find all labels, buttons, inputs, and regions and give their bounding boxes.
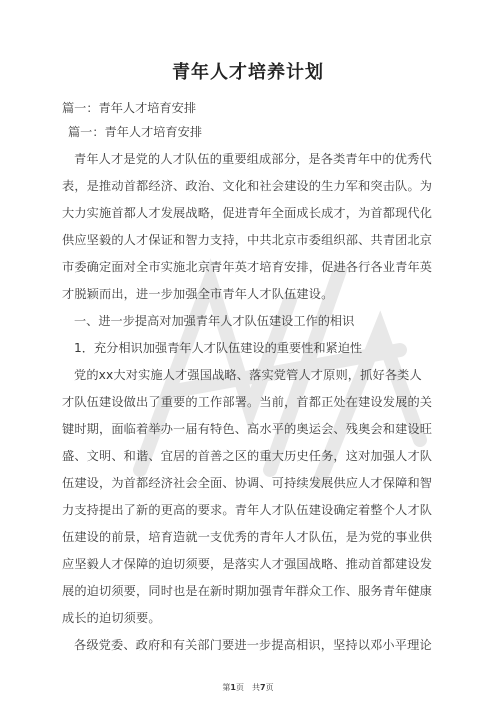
section-heading: 篇一：青年人才培育安排 — [62, 101, 197, 115]
page-prefix: 第 — [222, 683, 231, 692]
paragraph-line: 成长的迫切须要。 — [62, 611, 161, 625]
paragraph-line: 伍建设的前景，培育造就一支优秀的青年人才队伍，是为党的事业供 — [62, 530, 433, 544]
paragraph-line: 力支持提出了新的更高的要求。青年人才队伍建设确定着整个人才队 — [62, 503, 433, 517]
paragraph-line: 市委确定面对全市实施北京青年英才培育安排，促进各行各业青年英 — [62, 260, 433, 274]
paragraph-line: 键时期，面临着举办一届有特色、高水平的奥运会、残奥会和建设旺 — [62, 422, 433, 436]
paragraph-line: 伍建设，为首都经济社会全面、协调、可持续发展供应人才保障和智 — [62, 476, 433, 490]
page-footer — [0, 682, 496, 693]
paragraph-line: 表，是推动首都经济、政治、文化和社会建设的生力军和突击队。为 — [62, 179, 433, 193]
paragraph-line: 各级党委、政府和有关部门要进一步提高相识，坚持以邓小平理论 — [74, 638, 432, 652]
page-mid: 页 共 — [236, 683, 260, 692]
paragraph-line: 才脱颖而出，进一步加强全市青年人才队伍建设。 — [62, 287, 334, 301]
page-suffix: 页 — [265, 683, 274, 692]
section-subheading: 篇一：青年人才培育安排 — [68, 125, 203, 139]
page-number: 1 — [230, 683, 236, 692]
paragraph-line: 供应坚毅的人才保证和智力支持，中共北京市委组织部、共青团北京 — [62, 233, 433, 247]
subsection-heading-1-1: 1．充分相识加强青年人才队伍建设的重要性和紧迫性 — [74, 341, 363, 355]
paragraph-line: 才队伍建设做出了重要的工作部署。当前，首都正处在建设发展的关 — [62, 395, 433, 409]
paragraph-line: 青年人才是党的人才队伍的重要组成部分，是各类青年中的优秀代 — [74, 152, 432, 166]
paragraph-line: 盛、文明、和谐、宜居的首善之区的重大历史任务，这对加强人才队 — [62, 449, 433, 463]
section-heading-1: 一、进一步提高对加强青年人才队伍建设工作的相识 — [74, 314, 355, 328]
page-title: 青年人才培养计划 — [172, 62, 324, 83]
paragraph-line: 大力实施首都人才发展战略，促进青年全面成长成才，为首都现代化 — [62, 206, 433, 220]
paragraph-line: 应坚毅人才保障的迫切须要，是落实人才强国战略、推动首都建设发 — [62, 557, 433, 571]
paragraph-line: 党的xx大对实施人才强国战略、落实党管人才原则，抓好各类人 — [74, 368, 422, 382]
paragraph-line: 展的迫切须要，同时也是在新时期加强青年群众工作、服务青年健康 — [62, 584, 433, 598]
page-total: 7 — [260, 683, 266, 692]
